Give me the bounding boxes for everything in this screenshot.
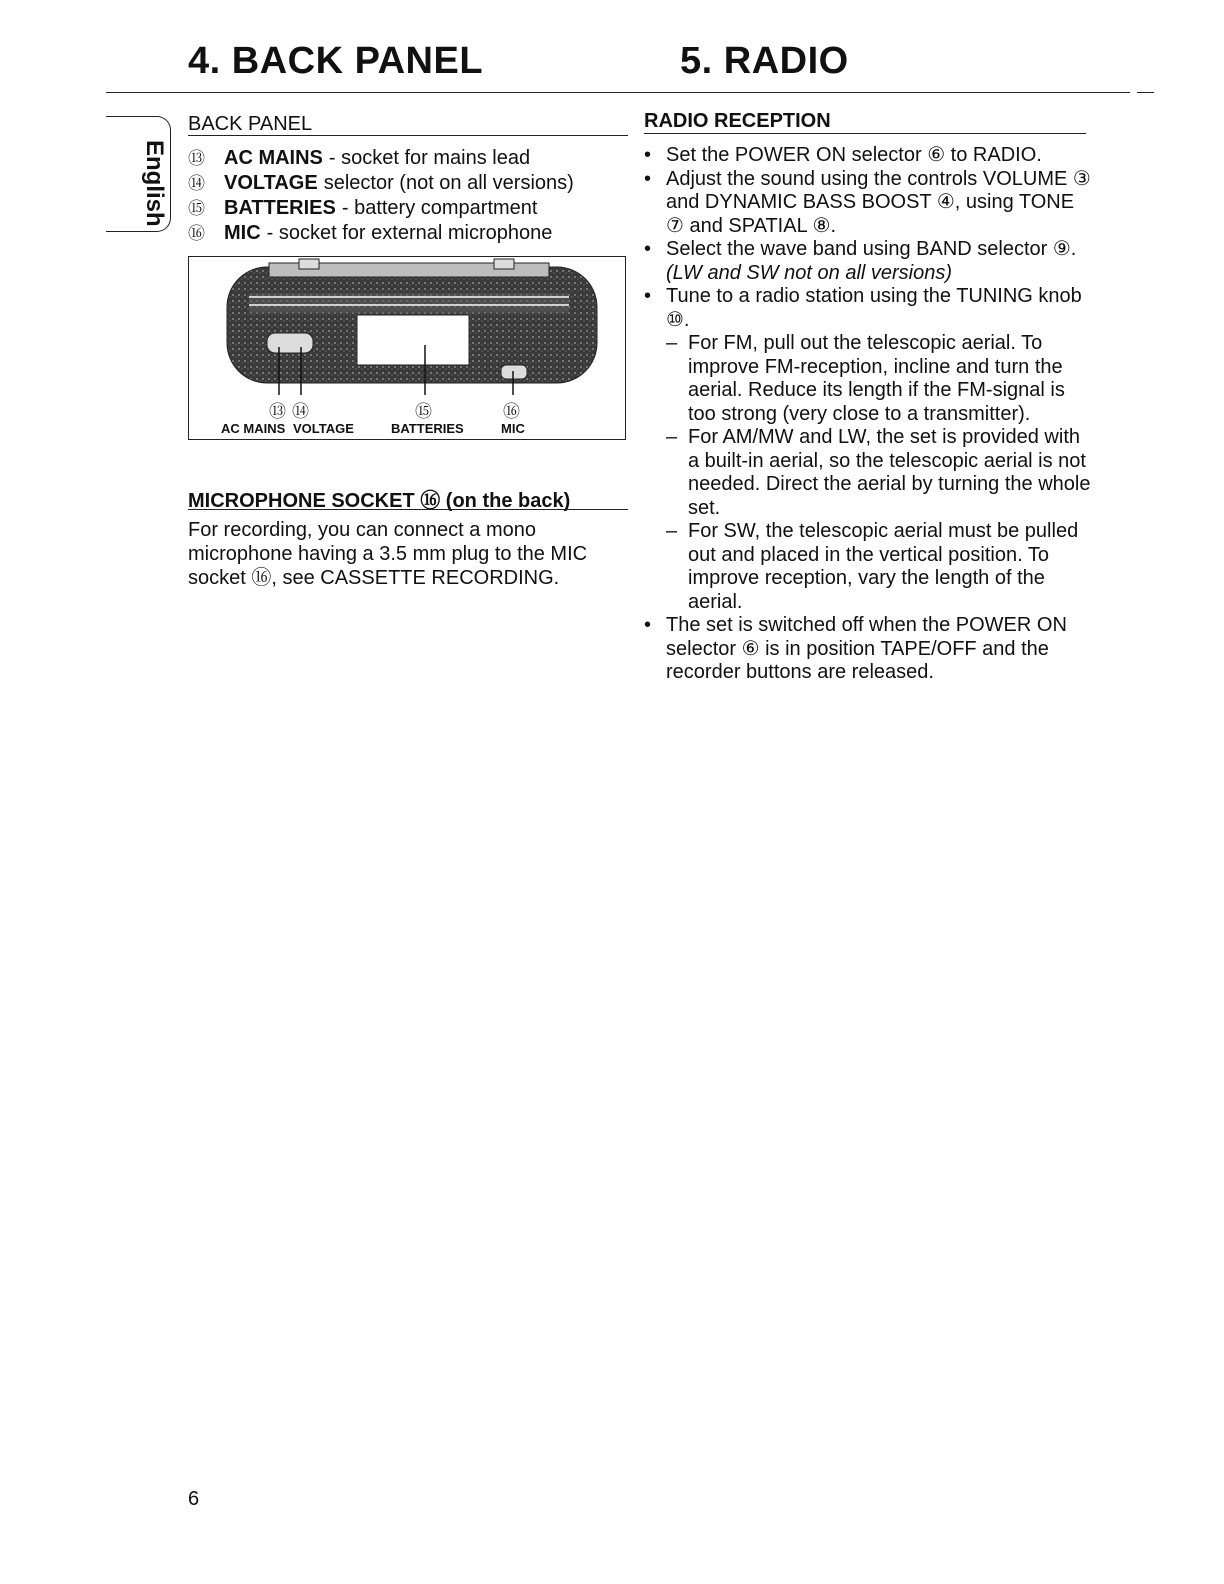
microphone-line: socket ⑯, see CASSETTE RECORDING. — [188, 567, 560, 589]
title-divider — [106, 92, 1130, 93]
radio-instructions — [644, 144, 1094, 685]
legend-item-mic — [188, 221, 628, 246]
legend-name: MIC — [224, 222, 261, 244]
radio-dash-item: – For FM, pull out the telescopic aerial. To improve FM-reception, incline and turn the aerial. Reduce its length if the FM-signal is too strong (very close to a transmitter). — [666, 332, 1094, 426]
back-panel-figure — [188, 256, 626, 440]
microphone-line: For recording, you can connect a mono — [188, 519, 536, 541]
radio-bullet: • Tune to a radio station using the TUNING knob ⑩. — [644, 285, 1094, 332]
back-panel-heading-rule — [188, 135, 628, 136]
radio-bullet: • Adjust the sound using the controls VOLUME ③ and DYNAMIC BASS BOOST ④, using TONE ⑦ and SPATIAL ⑧. — [644, 168, 1094, 239]
radio-band-note: (LW and SW not on all versions) — [666, 261, 953, 284]
microphone-heading-rule — [188, 509, 628, 510]
microphone-heading: MICROPHONE SOCKET ⑯ (on the back) — [188, 490, 571, 512]
microphone-line: microphone having a 3.5 mm plug to the MIC — [188, 543, 588, 565]
figure-label-batteries: BATTERIES — [391, 421, 464, 436]
legend-name: AC MAINS — [224, 147, 323, 169]
legend-text: selector (not on all versions) — [323, 172, 574, 194]
title-divider-end — [1137, 92, 1154, 93]
radio-title: 5. RADIO — [680, 40, 849, 82]
legend-number: ⑭ — [188, 174, 205, 193]
microphone-paragraph — [188, 518, 628, 590]
legend-number: ⑬ — [188, 149, 205, 168]
legend-number: ⑯ — [188, 224, 205, 243]
legend-number: ⑮ — [188, 199, 205, 218]
legend-item-voltage — [188, 171, 628, 196]
figure-num-voltage: ⑭ — [292, 402, 309, 421]
figure-num-ac-mains: ⑬ — [269, 402, 286, 421]
language-tab-label: English — [141, 140, 168, 227]
radio-bullet: • Set the POWER ON selector ⑥ to RADIO. — [644, 144, 1094, 168]
page-number: 6 — [188, 1488, 200, 1510]
legend-name: BATTERIES — [224, 197, 336, 219]
back-panel-title: 4. BACK PANEL — [188, 40, 484, 82]
legend-text: - battery compartment — [341, 197, 538, 219]
radio-dash-item: – For SW, the telescopic aerial must be pulled out and placed in the vertical position. To improve reception, vary the length of the aerial. — [666, 520, 1094, 614]
legend-text: - socket for mains lead — [328, 147, 531, 169]
legend-item-ac-mains — [188, 146, 628, 171]
legend-name: VOLTAGE — [224, 172, 318, 194]
radio-reception-heading: RADIO RECEPTION — [644, 110, 831, 132]
device-back-illustration — [189, 257, 625, 439]
back-panel-heading: BACK PANEL — [188, 113, 313, 135]
figure-label-voltage: VOLTAGE — [293, 421, 354, 436]
radio-bullet: • Select the wave band using BAND selector ⑨. — [644, 238, 1094, 262]
back-panel-legend — [188, 146, 628, 246]
figure-label-mic: MIC — [501, 421, 525, 436]
legend-item-batteries — [188, 196, 628, 221]
figure-num-mic: ⑯ — [503, 402, 520, 421]
legend-text: - socket for external microphone — [266, 222, 553, 244]
figure-label-ac-mains: AC MAINS — [221, 421, 286, 436]
radio-dash-item: – For AM/MW and LW, the set is provided with a built-in aerial, so the telescopic aerial is not needed. Direct the aerial by turning the whole set. — [666, 426, 1094, 520]
figure-num-batteries: ⑮ — [415, 402, 432, 421]
radio-reception-heading-rule — [644, 133, 1086, 134]
radio-bullet: • The set is switched off when the POWER ON selector ⑥ is in position TAPE/OFF and the recorder buttons are released. — [644, 614, 1094, 685]
